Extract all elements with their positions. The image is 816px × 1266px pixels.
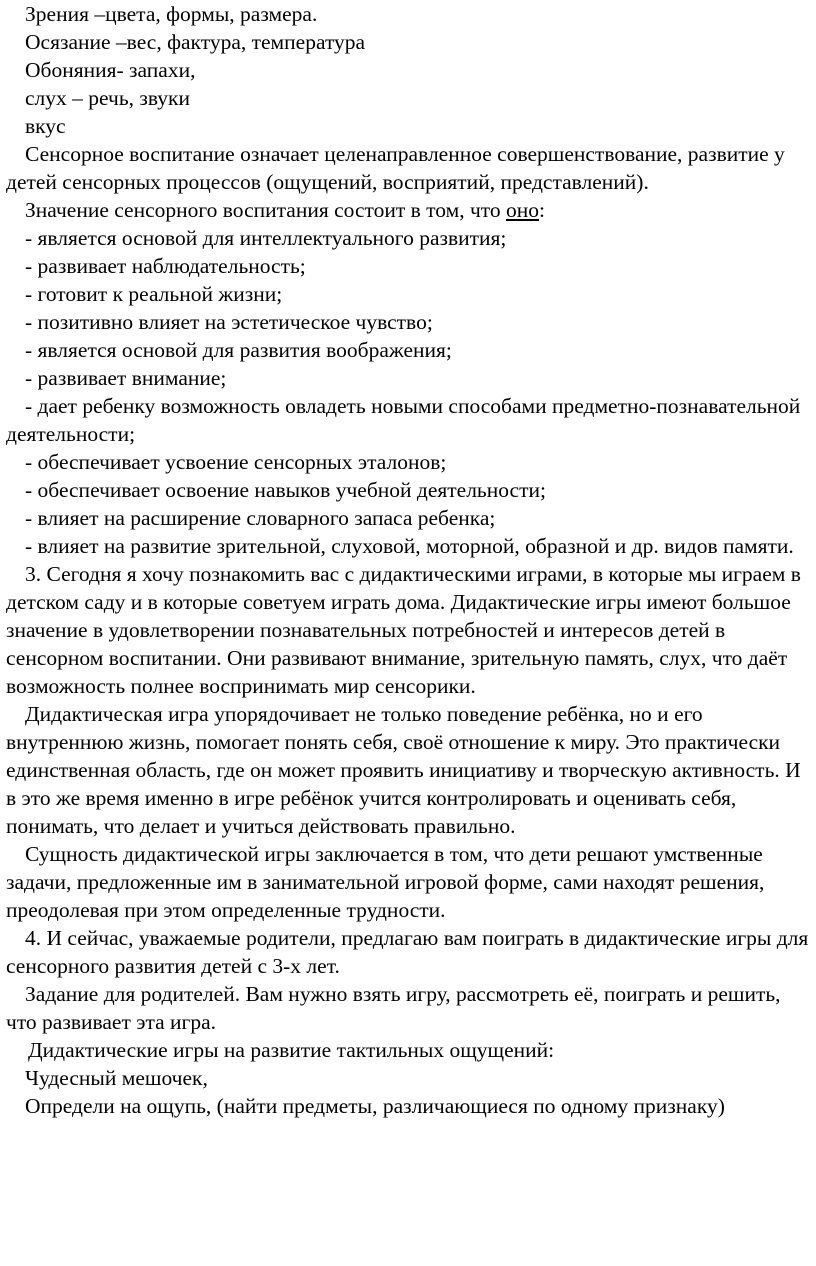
importance-underlined-word: оно	[506, 198, 540, 222]
text-line: вкус	[25, 114, 66, 138]
importance-intro-text: Значение сенсорного воспитания состоит в том, что	[25, 198, 507, 222]
text-line: Обоняния- запахи,	[25, 58, 196, 82]
list-item: - позитивно влияет на эстетическое чувство;	[25, 310, 433, 334]
tactile-heading: Дидактические игры на развитие тактильных ощущений:	[28, 1038, 555, 1062]
paragraph-essence: Сущность дидактической игры заключается в том, что дети решают умственные задачи, предложенные им в занимательной игровой форме, сами находят решения, преодолевая при этом определенные трудности.	[6, 842, 765, 922]
list-item: - является основой для развития воображения;	[25, 338, 452, 362]
game-item: Определи на ощупь, (найти предметы, различающиеся по одному признаку)	[25, 1094, 725, 1118]
list-item: - является основой для интеллектуального развития;	[25, 226, 507, 250]
list-item: - дает ребенку возможность овладеть новыми способами предметно-познавательной деятельности;	[6, 394, 801, 446]
text-line: Осязание –вес, фактура, температура	[25, 30, 366, 54]
paragraph-didactic: Дидактическая игра упорядочивает не только поведение ребёнка, но и его внутреннюю жизнь, помогает понять себя, своё отношение к миру. Это практически единственная область, где он может проявить инициативу и творческую активность. И в это же время именно в игре ребёнок учится контролировать и оценивать себя, понимать, что делает и учиться действовать правильно.	[6, 702, 801, 838]
game-item: Чудесный мешочек,	[25, 1066, 208, 1090]
paragraph-3: 3. Сегодня я хочу познакомить вас с дидактическими играми, в которые мы играем в детском саду и в которые советуем играть дома. Дидактические игры имеют большое значение в удовлетворении познавательных потребностей и интересов детей в сенсорном воспитании. Они развивают внимание, зрительную память, слух, что даёт возможность полнее воспринимать мир сенсорики.	[6, 562, 801, 698]
task-paragraph: Задание для родителей. Вам нужно взять игру, рассмотреть её, поиграть и решить, что развивает эта игра.	[6, 982, 781, 1034]
importance-intro-paragraph	[6, 196, 814, 224]
importance-colon: :	[539, 198, 546, 222]
paragraph-4: 4. И сейчас, уважаемые родители, предлагаю вам поиграть в дидактические игры для сенсорного развития детей с 3-х лет.	[6, 926, 809, 978]
list-item: - готовит к реальной жизни;	[25, 282, 283, 306]
list-item: - развивает наблюдательность;	[25, 254, 306, 278]
text-line: слух – речь, звуки	[25, 86, 191, 110]
list-item: - обеспечивает освоение навыков учебной деятельности;	[25, 478, 546, 502]
list-item: - влияет на расширение словарного запаса ребенка;	[25, 506, 496, 530]
list-item: - обеспечивает усвоение сенсорных эталонов;	[25, 450, 447, 474]
text-line: Зрения –цвета, формы, размера.	[25, 2, 318, 26]
sensory-definition-paragraph: Сенсорное воспитание означает целенаправленное совершенствование, развитие у детей сенсорных процессов (ощущений, восприятий, представлений).	[6, 142, 785, 194]
document-page	[6, 0, 814, 1120]
list-item: - развивает внимание;	[25, 366, 227, 390]
list-item: - влияет на развитие зрительной, слуховой, моторной, образной и др. видов памяти.	[25, 534, 794, 558]
